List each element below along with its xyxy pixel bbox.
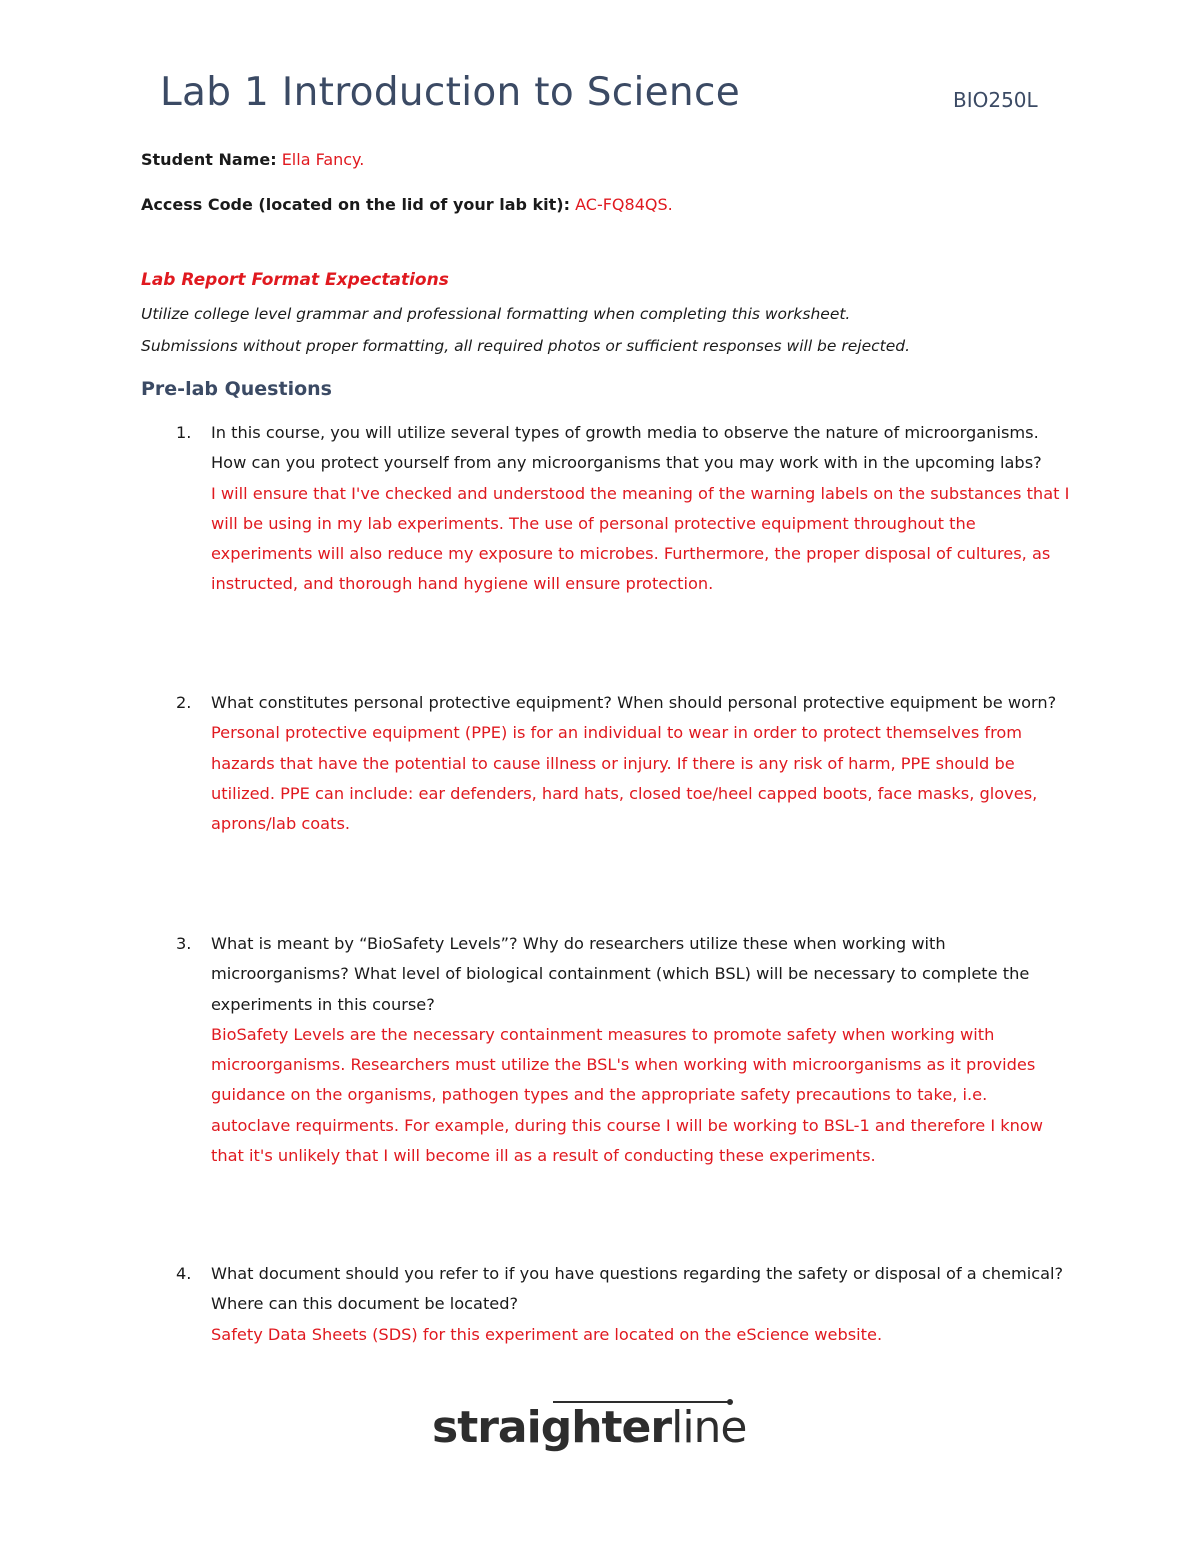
logo-wordmark <box>432 1402 747 1453</box>
course-code: BIO250L <box>953 88 1038 112</box>
question-item <box>176 1259 1076 1350</box>
question-text: What is meant by “BioSafety Levels”? Why do researchers utilize these when working with microorganisms? What level of biological containment (which BSL) will be necessary to complete the experiments in this course? <box>211 934 1030 1014</box>
prelab-questions-heading: Pre-lab Questions <box>141 378 332 400</box>
access-code-value: AC-FQ84QS. <box>575 195 673 214</box>
question-item <box>176 929 1076 1171</box>
access-code-field <box>141 195 673 214</box>
format-expectation-line: Utilize college level grammar and professional formatting when completing this worksheet. <box>141 305 851 323</box>
question-number: 1. <box>176 423 192 442</box>
page-title: Lab 1 Introduction to Science <box>160 70 740 115</box>
question-number: 3. <box>176 934 192 953</box>
answer-text: BioSafety Levels are the necessary containment measures to promote safety when working with microorganisms. Researchers must utilize the BSL's when working with microorganisms as it provides guidance on the organisms, pathogen types and the appropriate safety precautions to take, i.e. autoclave requirments. For example, during this course I will be working to BSL-1 and therefore I know that it's unlikely that I will become ill as a result of conducting these experiments. <box>211 1024 1044 1166</box>
access-code-label: Access Code (located on the lid of your lab kit): <box>141 195 571 214</box>
logo-bold-text: straighter <box>432 1402 672 1453</box>
straighterline-logo <box>432 1400 762 1460</box>
question-text: In this course, you will utilize several types of growth media to observe the nature of microorganisms. How can you protect yourself from any microorganisms that you may work with in the upcoming labs? <box>211 423 1042 473</box>
format-expectations-heading: Lab Report Format Expectations <box>141 270 449 290</box>
format-expectation-line: Submissions without proper formatting, all required photos or sufficient responses will be rejected. <box>141 337 911 355</box>
question-item <box>176 418 1076 600</box>
answer-text: Safety Data Sheets (SDS) for this experiment are located on the eScience website. <box>211 1324 883 1344</box>
student-name-value: Ella Fancy. <box>281 150 365 169</box>
answer-text: I will ensure that I've checked and understood the meaning of the warning labels on the substances that I will be using in my lab experiments. The use of personal protective equipment throughout the experiments will also reduce my exposure to microbes. Furthermore, the proper disposal of cultures, as instructed, and thorough hand hygiene will ensure protection. <box>211 483 1070 594</box>
answer-text: Personal protective equipment (PPE) is for an individual to wear in order to protect themselves from hazards that have the potential to cause illness or injury. If there is any risk of harm, PPE should be utilized. PPE can include: ear defenders, hard hats, closed toe/heel capped boots, face masks, gloves, aprons/lab coats. <box>211 723 1038 834</box>
question-text: What document should you refer to if you have questions regarding the safety or disposal of a chemical? Where can this document be located? <box>211 1264 1064 1314</box>
student-name-field <box>141 150 364 169</box>
logo-light-text: line <box>671 1402 747 1453</box>
student-name-label: Student Name: <box>141 150 277 169</box>
question-number: 4. <box>176 1264 192 1283</box>
question-text: What constitutes personal protective equipment? When should personal protective equipment be worn? <box>211 693 1057 712</box>
question-item <box>176 688 1076 839</box>
question-number: 2. <box>176 693 192 712</box>
